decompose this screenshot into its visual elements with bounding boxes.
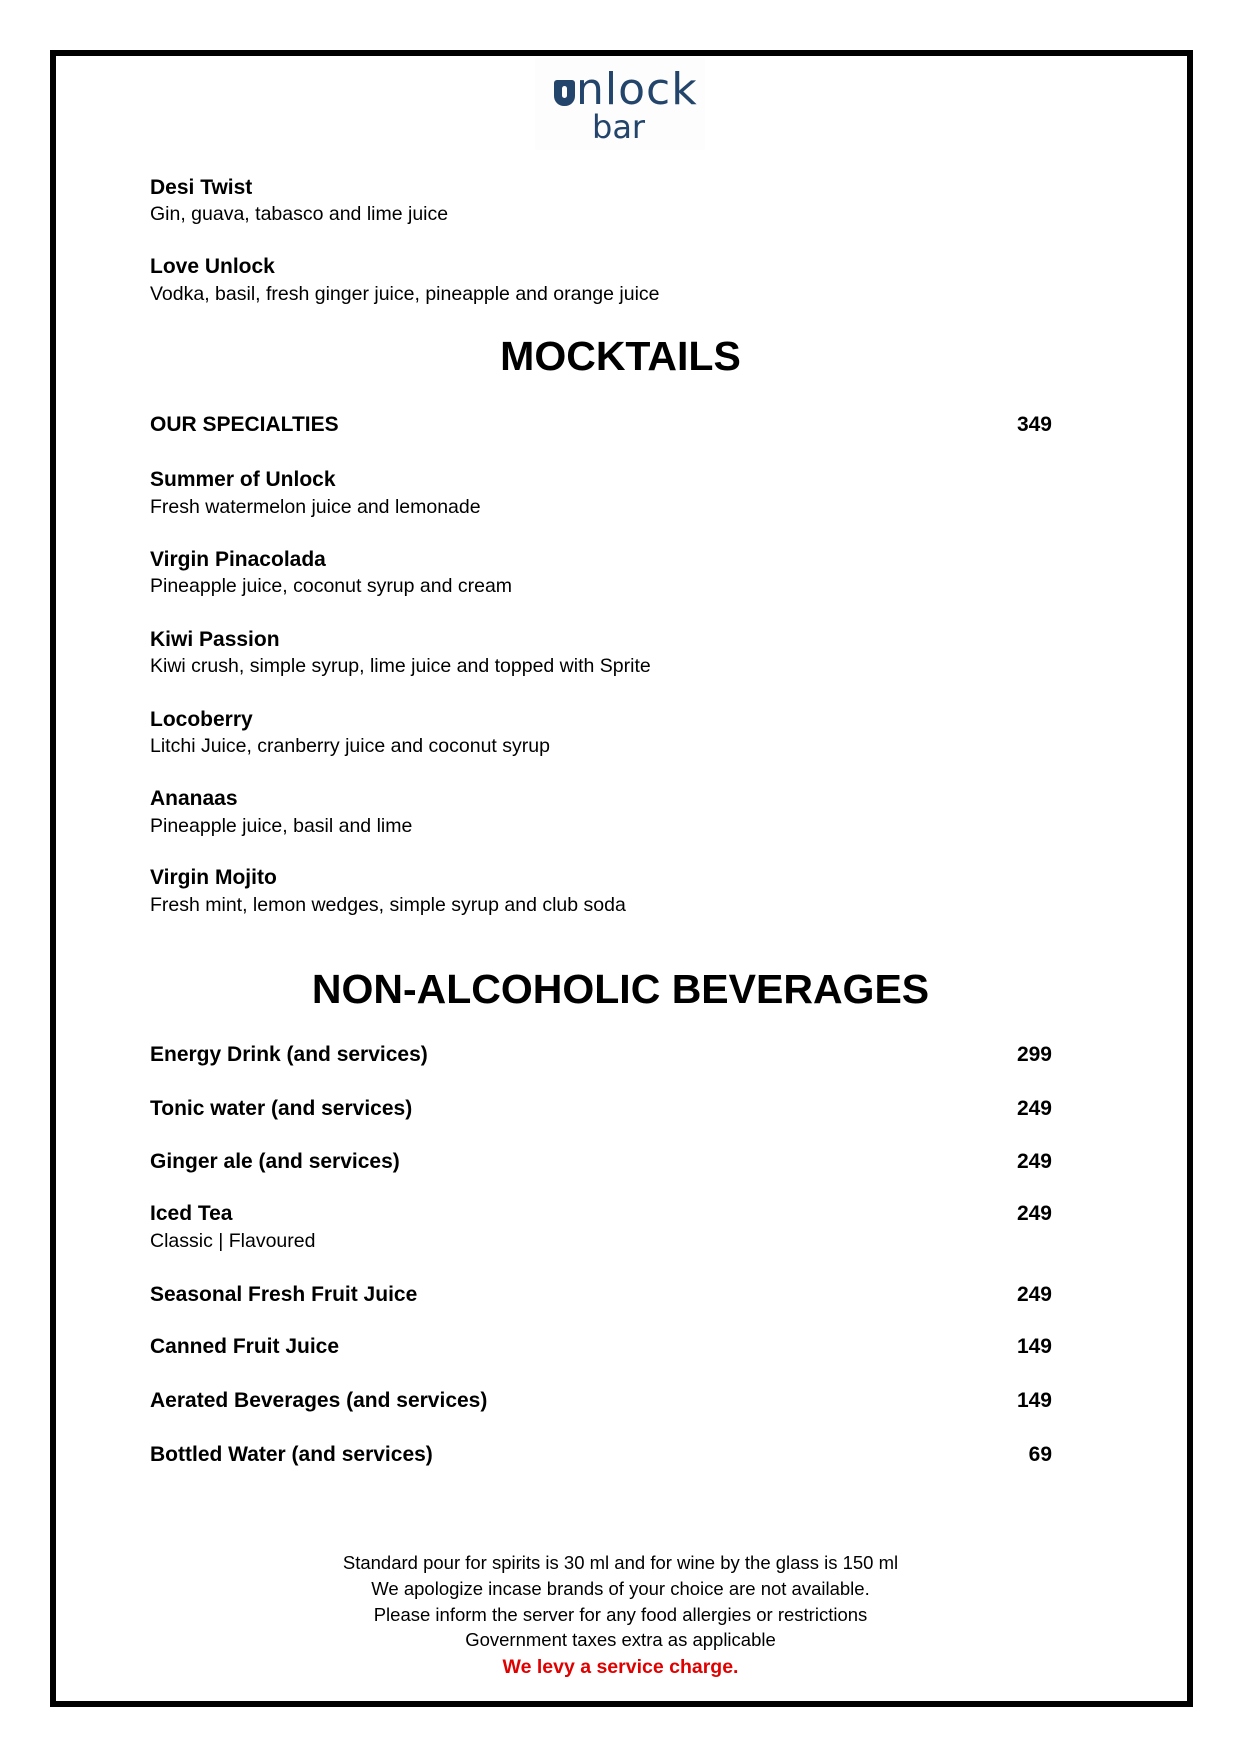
- group-price: 349: [1016, 413, 1052, 436]
- item-name: Summer of Unlock: [150, 468, 336, 491]
- item-name: Kiwi Passion: [150, 628, 280, 651]
- item-price: 249: [1016, 1202, 1052, 1225]
- item-desc: Pineapple juice, coconut syrup and cream: [150, 575, 513, 597]
- item-name: Tonic water (and services): [150, 1097, 413, 1120]
- item-price: 69: [1028, 1443, 1052, 1466]
- service-charge-notice: We levy a service charge.: [502, 1656, 739, 1678]
- item-desc: Gin, guava, tabasco and lime juice: [150, 203, 449, 225]
- item-name: Ginger ale (and services): [150, 1150, 400, 1173]
- item-name: Virgin Mojito: [150, 866, 277, 889]
- item-price: 249: [1016, 1097, 1052, 1120]
- item-desc: Fresh mint, lemon wedges, simple syrup and club soda: [150, 894, 626, 916]
- item-name: Love Unlock: [150, 255, 275, 278]
- item-price: 149: [1016, 1389, 1052, 1412]
- item-name: Iced Tea: [150, 1202, 233, 1225]
- item-desc: Vodka, basil, fresh ginger juice, pineapple and orange juice: [150, 283, 660, 305]
- item-name: Desi Twist: [150, 176, 253, 199]
- unlock-bar-logo: [535, 58, 705, 150]
- item-price: 249: [1016, 1283, 1052, 1306]
- item-price: 149: [1016, 1335, 1052, 1358]
- item-name: Energy Drink (and services): [150, 1043, 428, 1066]
- item-desc: Kiwi crush, simple syrup, lime juice and topped with Sprite: [150, 655, 651, 677]
- item-name: Ananaas: [150, 787, 238, 810]
- logo-word: nlock: [576, 64, 698, 115]
- item-desc: Litchi Juice, cranberry juice and coconut syrup: [150, 735, 550, 757]
- item-name: Locoberry: [150, 708, 253, 731]
- footer-note: Government taxes extra as applicable: [465, 1629, 776, 1650]
- section-heading-non-alcoholic: NON-ALCOHOLIC BEVERAGES: [311, 966, 930, 1012]
- item-name: Virgin Pinacolada: [150, 548, 326, 571]
- item-price: 299: [1016, 1043, 1052, 1066]
- footer-note: We apologize incase brands of your choice are not available.: [371, 1578, 870, 1599]
- logo-sub: bar: [592, 108, 646, 146]
- footer-note: Please inform the server for any food allergies or restrictions: [373, 1604, 868, 1625]
- item-name: Bottled Water (and services): [150, 1443, 433, 1466]
- item-desc: Fresh watermelon juice and lemonade: [150, 496, 481, 518]
- group-label: OUR SPECIALTIES: [150, 413, 339, 436]
- item-name: Aerated Beverages (and services): [150, 1389, 488, 1412]
- footer-note: Standard pour for spirits is 30 ml and for wine by the glass is 150 ml: [342, 1552, 899, 1573]
- item-name: Seasonal Fresh Fruit Juice: [150, 1283, 418, 1306]
- item-desc: Classic | Flavoured: [150, 1230, 316, 1252]
- item-price: 249: [1016, 1150, 1052, 1173]
- item-desc: Pineapple juice, basil and lime: [150, 815, 413, 837]
- keyhole-shield-icon: [554, 80, 575, 106]
- item-name: Canned Fruit Juice: [150, 1335, 340, 1358]
- section-heading-mocktails: MOCKTAILS: [500, 333, 741, 379]
